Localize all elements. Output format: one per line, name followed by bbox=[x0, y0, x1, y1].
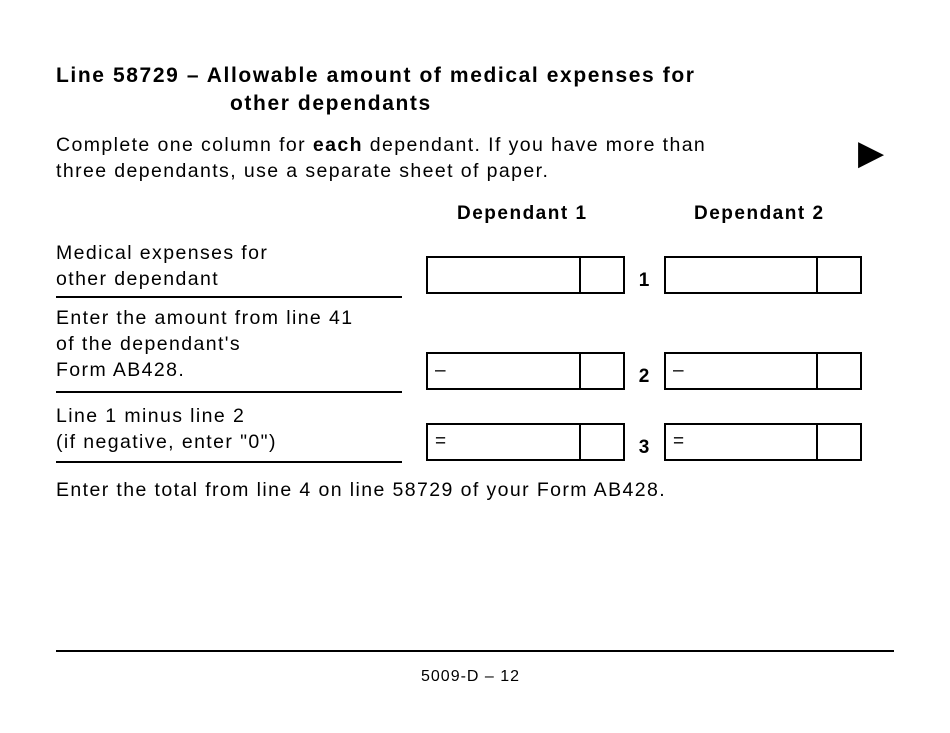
heading-line-1: Line 58729 – Allowable amount of medical expenses for bbox=[56, 64, 696, 87]
intro-line-1: Complete one column for each dependant. If you have more than bbox=[56, 134, 707, 156]
dependant-2-line-3-cents[interactable] bbox=[818, 425, 860, 459]
dependant-1-line-2-dollars[interactable] bbox=[428, 354, 581, 388]
minus-operator: – bbox=[673, 360, 684, 381]
heading-line-2: other dependants bbox=[230, 92, 432, 115]
minus-operator: – bbox=[435, 360, 446, 381]
closing-instruction: Enter the total from line 4 on line 58729 of your Form AB428. bbox=[56, 479, 667, 501]
dependant-2-line-3-field[interactable] bbox=[664, 423, 862, 461]
footer-divider bbox=[56, 650, 894, 652]
page-footer: 5009-D – 12 bbox=[421, 668, 521, 685]
dependant-2-line-1-dollars[interactable] bbox=[666, 258, 818, 292]
intro-line-2: three dependants, use a separate sheet of paper. bbox=[56, 160, 550, 182]
dependant-2-line-1-cents[interactable] bbox=[818, 258, 860, 292]
column-heading-dependant-1: Dependant 1 bbox=[457, 203, 588, 224]
dependant-2-line-3-dollars[interactable] bbox=[666, 425, 818, 459]
dependant-2-line-2-cents[interactable] bbox=[818, 354, 860, 388]
equals-operator: = bbox=[673, 431, 685, 452]
intro-bold-each: each bbox=[312, 134, 363, 156]
dependant-1-line-3-field[interactable] bbox=[426, 423, 625, 461]
dependant-2-line-2-dollars[interactable] bbox=[666, 354, 818, 388]
dependant-2-line-1-field[interactable] bbox=[664, 256, 862, 294]
intro-text bbox=[56, 132, 706, 184]
dependant-1-line-3-dollars[interactable] bbox=[428, 425, 581, 459]
line-number-1: 1 bbox=[638, 270, 650, 291]
row-3-label: Line 1 minus line 2 (if negative, enter "0") bbox=[56, 403, 402, 463]
dependant-1-line-3-cents[interactable] bbox=[581, 425, 623, 459]
next-page-arrow-icon: ▶ bbox=[858, 134, 885, 172]
dependant-2-line-2-field[interactable] bbox=[664, 352, 862, 390]
line-number-3: 3 bbox=[638, 437, 650, 458]
row-1-label: Medical expenses for other dependant bbox=[56, 240, 402, 298]
dependant-1-line-1-cents[interactable] bbox=[581, 258, 623, 292]
column-heading-dependant-2: Dependant 2 bbox=[694, 203, 825, 224]
dependant-1-line-2-field[interactable] bbox=[426, 352, 625, 390]
row-2-label: Enter the amount from line 41 of the dependant's Form AB428. bbox=[56, 305, 402, 393]
dependant-1-line-1-field[interactable] bbox=[426, 256, 625, 294]
dependant-1-line-1-dollars[interactable] bbox=[428, 258, 581, 292]
section-heading bbox=[56, 62, 696, 118]
equals-operator: = bbox=[435, 431, 447, 452]
dependant-1-line-2-cents[interactable] bbox=[581, 354, 623, 388]
line-number-2: 2 bbox=[638, 366, 650, 387]
